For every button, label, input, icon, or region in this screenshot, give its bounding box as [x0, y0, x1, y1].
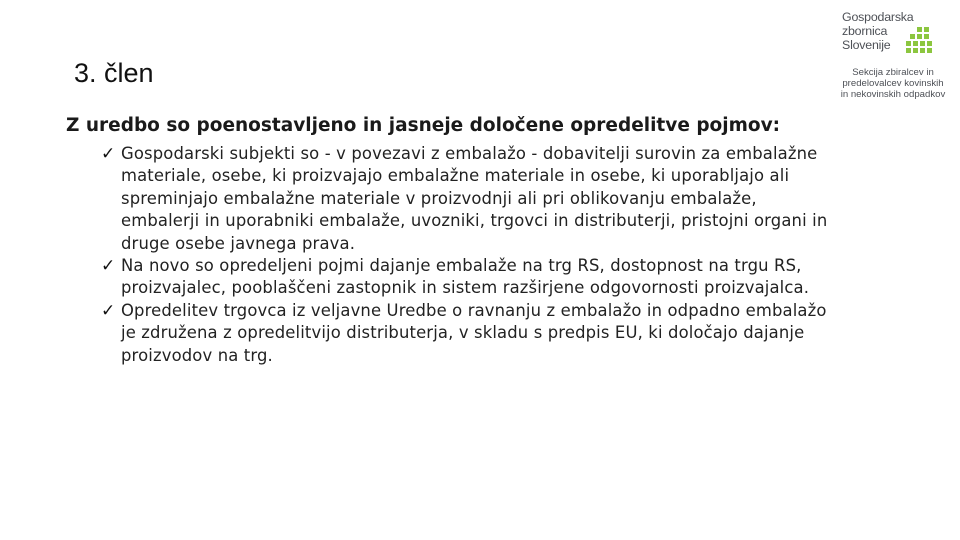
checkmark-icon: ✓ [101, 144, 116, 164]
slide-title: 3. člen [74, 58, 154, 88]
bullet-item [101, 300, 881, 367]
logo-name-line: Slovenije [842, 38, 891, 52]
bullet-line: je združena z opredelitvijo distributerja, v skladu s predpis EU, ki določajo dajanje [121, 323, 805, 343]
slide-subtitle: Z uredbo so poenostavljeno in jasneje določene opredelitve pojmov: [66, 115, 781, 136]
logo-name-line: Gospodarska [842, 10, 914, 24]
bullet-line: materiale, osebe, ki proizvajajo embalažne materiale in osebe, ki uporabljajo ali [121, 166, 790, 186]
bullet-item [101, 143, 881, 255]
bullet-line: Gospodarski subjekti so - v povezavi z embalažo - dobavitelji surovin za embalažne [121, 144, 818, 163]
logo-section-line: Sekcija zbiralcev in [852, 67, 934, 78]
bullet-list [101, 143, 881, 367]
logo-grid-icon [906, 27, 932, 53]
checkmark-icon: ✓ [101, 300, 116, 321]
logo-organization-name [842, 10, 912, 52]
bullet-item [101, 255, 881, 300]
chamber-logo [832, 10, 954, 105]
bullet-line: spreminjajo embalažne materiale v proizvodnji ali pri oblikovanju embalaže, [121, 188, 757, 208]
bullet-line: druge osebe javnega prava. [121, 233, 356, 253]
bullet-line: proizvodov na trg. [121, 345, 273, 365]
logo-name-line: zbornica [842, 24, 888, 38]
logo-section-name [832, 67, 954, 100]
bullet-line: embalerji in uporabniki embalaže, uvozniki, trgovci in distributerji, pristojni organi in [121, 211, 828, 231]
logo-section-line: predelovalcev kovinskih [842, 78, 944, 89]
bullet-line: Na novo so opredeljeni pojmi dajanje embalaže na trg RS, dostopnost na trgu RS, [121, 256, 802, 276]
bullet-line: proizvajalec, pooblaščeni zastopnik in sistem razširjene odgovornosti proizvajalca. [121, 278, 810, 298]
checkmark-icon: ✓ [101, 256, 116, 277]
logo-section-line: in nekovinskih odpadkov [840, 89, 946, 100]
bullet-line: Opredelitev trgovca iz veljavne Uredbe o ravnanju z embalažo in odpadno embalažo [121, 300, 827, 320]
